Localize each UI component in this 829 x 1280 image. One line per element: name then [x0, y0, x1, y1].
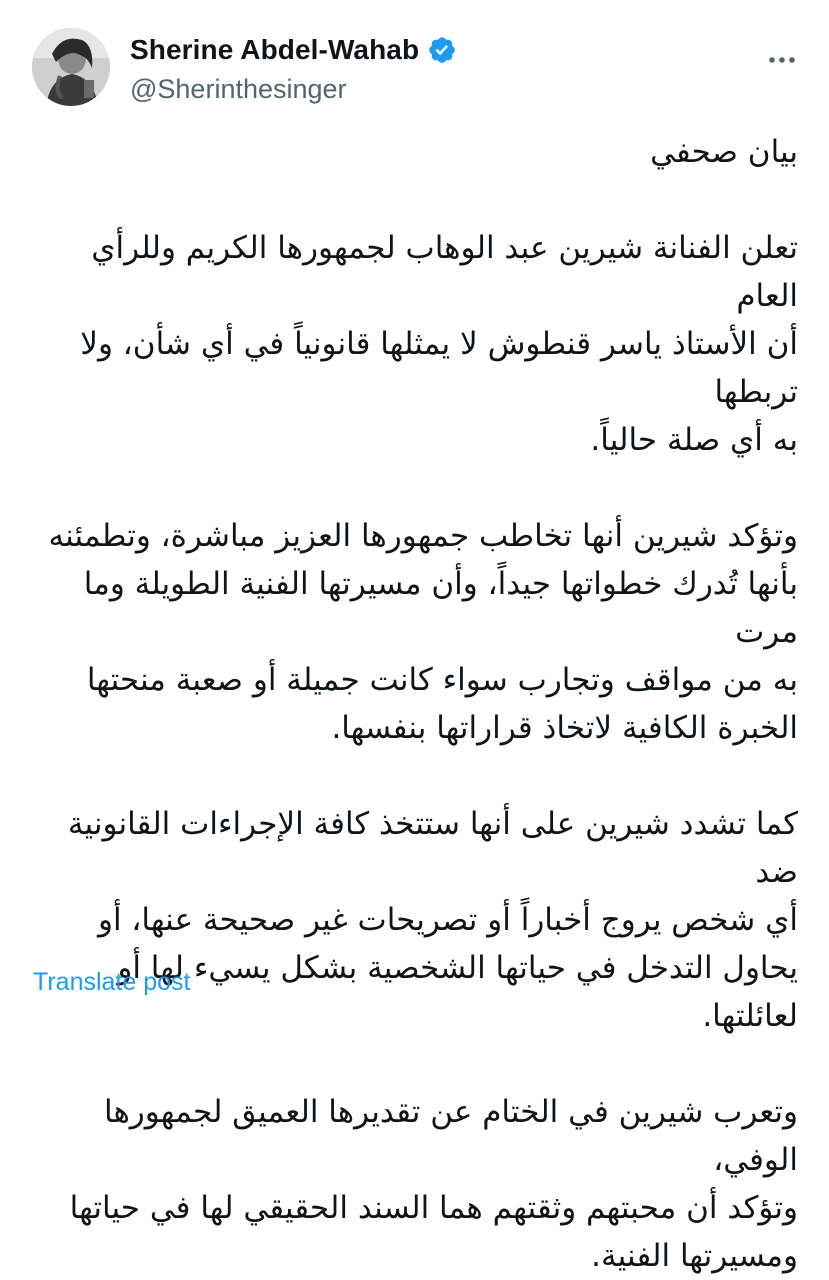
- avatar[interactable]: [32, 28, 110, 106]
- paragraph-gap: [32, 464, 798, 512]
- display-name[interactable]: Sherine Abdel-Wahab: [130, 34, 420, 65]
- post-line: بأنها تُدرك خطواتها جيداً، وأن مسيرتها الفنية الطويلة وما مرت: [83, 566, 798, 650]
- name-row: [130, 32, 457, 68]
- post-title-line: بيان صحفي: [650, 134, 798, 170]
- avatar-image: [32, 28, 110, 106]
- post-text: [32, 128, 798, 1280]
- more-options-button[interactable]: [762, 40, 802, 80]
- post-line: كما تشدد شيرين على أنها ستتخذ كافة الإجراءات القانونية ضد: [67, 806, 798, 890]
- post-line: ومسيرتها الفنية.: [591, 1238, 798, 1274]
- post-line: الخبرة الكافية لاتخاذ قراراتها بنفسها.: [331, 710, 798, 746]
- user-handle[interactable]: @Sherinthesinger: [130, 74, 347, 104]
- post-line: به من مواقف وتجارب سواء كانت جميلة أو صعبة منحتها: [86, 662, 798, 698]
- more-horizontal-icon: [768, 56, 796, 64]
- post-line: به أي صلة حالياً.: [590, 422, 798, 458]
- translate-post-link[interactable]: Translate post: [33, 968, 191, 996]
- paragraph-gap: [32, 176, 798, 224]
- paragraph-gap: [32, 752, 798, 800]
- post-line: يحاول التدخل في حياتها الشخصية بشكل يسيء لها أو لعائلتها.: [117, 950, 798, 1034]
- post-line: تعلن الفنانة شيرين عبد الوهاب لجمهورها الكريم وللرأي العام: [91, 230, 798, 314]
- post-line: وتؤكد شيرين أنها تخاطب جمهورها العزيز مباشرة، وتطمئنه: [48, 518, 798, 554]
- post-line: أن الأستاذ ياسر قنطوش لا يمثلها قانونياً في أي شأن، ولا تربطها: [80, 326, 798, 410]
- post-header: [32, 28, 802, 108]
- post-line: وتؤكد أن محبتهم وثقتهم هما السند الحقيقي لها في حياتها: [69, 1190, 798, 1226]
- post-line: أي شخص يروج أخباراً أو تصريحات غير صحيحة عنها، أو: [97, 902, 798, 938]
- paragraph-gap: [32, 1040, 798, 1088]
- verified-badge-icon[interactable]: [427, 35, 457, 65]
- post-line: وتعرب شيرين في الختام عن تقديرها العميق لجمهورها الوفي،: [104, 1094, 798, 1178]
